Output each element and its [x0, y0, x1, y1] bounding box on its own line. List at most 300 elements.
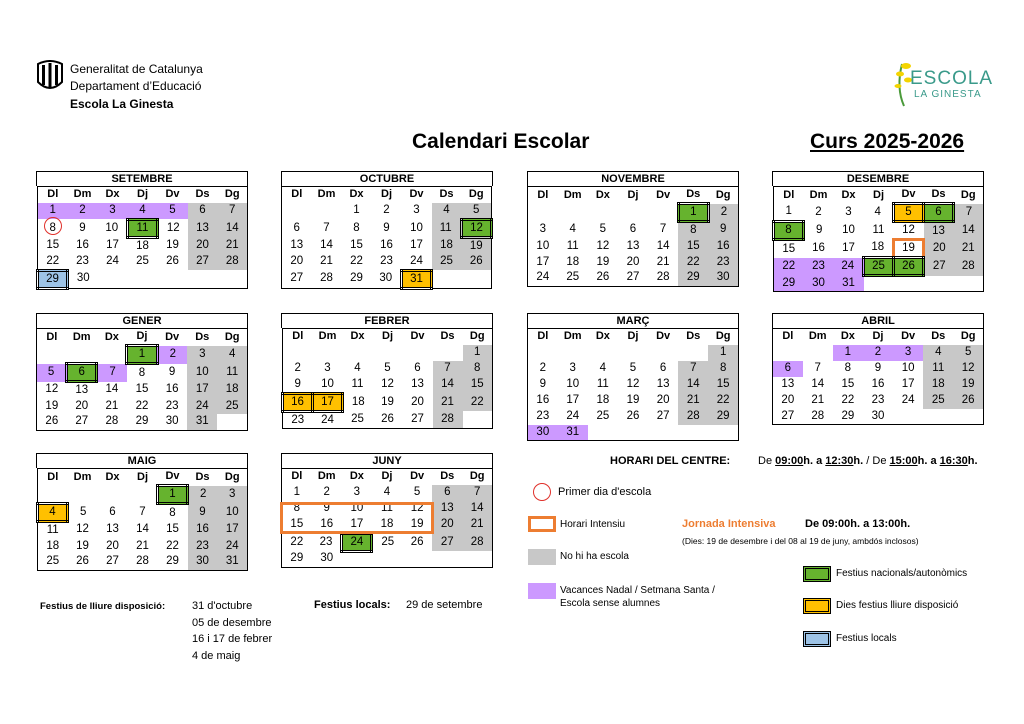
- no-school-day-cell: 17: [187, 382, 217, 399]
- intensive-title: Jornada Intensiva: [682, 518, 776, 530]
- empty-day-cell: [678, 345, 708, 361]
- weekday-header: Ds: [195, 188, 210, 201]
- school-day-cell: 24: [321, 413, 334, 426]
- school-day-cell: 7: [323, 221, 330, 234]
- school-day-cell: 20: [290, 255, 304, 268]
- legend-first-day: Primer dia d'escola: [558, 486, 652, 498]
- school-day-cell: 3: [413, 204, 420, 217]
- free-day-cell: 4: [38, 504, 68, 522]
- week-row: [38, 203, 248, 220]
- free-day-legend-swatch: [803, 598, 831, 614]
- school-day-cell: 21: [811, 394, 825, 406]
- school-day-cell: 16: [536, 394, 550, 406]
- empty-day-cell: [38, 486, 68, 504]
- legend-vacation-2: Escola sense alumnes: [560, 598, 661, 609]
- empty-day-cell: [618, 204, 648, 222]
- school-day-cell: 29: [350, 272, 363, 285]
- free-day-cell: 16: [283, 393, 313, 411]
- school-day-cell: 15: [782, 242, 796, 255]
- no-school-day-cell: 20: [188, 237, 218, 254]
- no-school-day-cell: 23: [188, 538, 218, 554]
- no-school-day-cell: 18: [923, 377, 953, 393]
- school-day-cell: 23: [76, 255, 89, 268]
- school-day-cell: 7: [814, 362, 821, 374]
- empty-day-cell: [648, 204, 678, 222]
- weekday-header: Dj: [137, 470, 148, 483]
- no-school-day-cell: 28: [433, 411, 463, 428]
- no-school-day-cell: 6: [432, 485, 462, 501]
- no-school-day-cell: 28: [678, 409, 708, 425]
- school-day-cell: 30: [320, 552, 334, 565]
- no-school-day-cell: 20: [432, 517, 462, 534]
- free-days-list: [192, 598, 272, 664]
- school-day-cell: 29: [841, 409, 855, 422]
- school-day-cell: 25: [566, 271, 580, 284]
- vacation-day-cell: 5: [158, 203, 188, 220]
- no-school-day-cell: 22: [463, 393, 493, 411]
- school-day-cell: 10: [105, 221, 119, 234]
- school-day-cell: 12: [596, 239, 610, 252]
- weekday-header: Dj: [627, 188, 639, 201]
- school-day-cell: 2: [539, 362, 547, 374]
- week-row: [282, 533, 493, 551]
- week-row: [528, 377, 739, 393]
- first-day-legend-icon: [533, 483, 551, 501]
- weekday-header: Dx: [841, 188, 856, 201]
- school-day-cell: 13: [781, 378, 795, 390]
- empty-day-cell: [373, 345, 403, 361]
- school-day-cell: 17: [410, 238, 423, 251]
- school-day-cell: 17: [106, 238, 119, 251]
- weekday-header: Dg: [960, 330, 976, 343]
- month-setembre: [36, 171, 248, 290]
- school-day-cell: 12: [381, 378, 394, 391]
- month-març: [527, 313, 739, 441]
- weekday-header: Dl: [47, 188, 59, 201]
- school-day-cell: 17: [901, 378, 915, 390]
- weekday-header: Ds: [440, 470, 455, 483]
- school-day-cell: 1: [785, 205, 792, 218]
- vacation-day-cell: 29: [774, 276, 804, 292]
- national-holiday-cell: 6: [924, 204, 954, 222]
- no-school-day-cell: 21: [218, 237, 248, 254]
- weekday-header: Dv: [901, 188, 916, 200]
- no-school-day-cell: 31: [218, 554, 248, 570]
- week-row: [773, 361, 984, 377]
- empty-day-cell: [402, 551, 432, 567]
- week-row: [774, 222, 984, 240]
- no-school-day-cell: 25: [432, 254, 462, 271]
- no-school-day-cell: 27: [924, 258, 954, 276]
- school-day-cell: 17: [842, 242, 855, 254]
- free-days-label: Festius de lliure disposició:: [40, 601, 166, 612]
- weekday-header: Ds: [931, 330, 946, 343]
- school-day-cell: 21: [105, 399, 119, 412]
- no-school-day-cell: 13: [924, 222, 954, 240]
- month-abril: [772, 313, 984, 425]
- school-day-cell: 23: [165, 399, 179, 412]
- school-day-cell: 23: [380, 255, 393, 268]
- no-school-day-cell: 11: [217, 364, 247, 382]
- school-day-cell: 19: [45, 399, 59, 412]
- school-day-cell: 10: [321, 377, 334, 390]
- school-day-cell: 19: [166, 238, 179, 251]
- local-days-label: Festius locals:: [314, 599, 391, 611]
- schedule-label: HORARI DEL CENTRE:: [610, 455, 731, 467]
- no-school-day-cell: 8: [463, 361, 493, 377]
- course-year: Curs 2025-2026: [810, 130, 965, 153]
- school-day-cell: 3: [539, 223, 547, 236]
- month-name: ABRIL: [772, 313, 984, 328]
- school-day-cell: 9: [294, 377, 301, 390]
- no-school-day-cell: 14: [218, 219, 248, 237]
- no-school-day-cell: 19: [462, 237, 492, 254]
- vacation-day-cell: 1: [38, 203, 68, 220]
- empty-day-cell: [893, 409, 923, 425]
- school-day-cell: 9: [79, 221, 86, 234]
- weekday-header: Ds: [195, 330, 210, 343]
- weekday-header: Dx: [349, 470, 364, 483]
- school-day-cell: 14: [811, 378, 825, 390]
- school-day-cell: 11: [566, 239, 579, 252]
- empty-day-cell: [343, 345, 373, 361]
- school-day-cell: 27: [411, 412, 424, 425]
- no-school-day-cell: 7: [462, 485, 492, 501]
- weekday-header: Dl: [782, 330, 794, 343]
- weekday-header: Dm: [73, 188, 92, 201]
- weekday-header: Dj: [872, 330, 884, 343]
- school-day-cell: 15: [350, 238, 363, 251]
- weekday-header: Dx: [595, 188, 610, 201]
- school-day-cell: 22: [46, 254, 60, 267]
- no-school-day-cell: 31: [187, 414, 217, 430]
- weekday-header: Dj: [136, 330, 148, 342]
- week-row: [528, 425, 739, 441]
- intensive-hours: De 09:00h. a 13:00h.: [805, 518, 911, 530]
- school-day-cell: 14: [136, 523, 149, 536]
- empty-day-cell: [282, 203, 312, 220]
- school-day-cell: 20: [106, 539, 119, 552]
- weekday-header: Dl: [47, 470, 59, 483]
- week-row: [38, 538, 248, 554]
- week-row: [773, 345, 984, 361]
- week-row: [38, 522, 248, 539]
- month-novembre: [527, 171, 739, 287]
- school-day-cell: 7: [659, 223, 667, 236]
- no-school-day-cell: 3: [187, 346, 217, 364]
- school-day-cell: 24: [536, 271, 550, 284]
- school-day-cell: 6: [293, 221, 300, 234]
- empty-day-cell: [924, 276, 954, 292]
- school-day-cell: 29: [290, 552, 304, 565]
- school-day-cell: 16: [871, 378, 885, 390]
- school-day-cell: 12: [166, 221, 180, 234]
- week-row: [38, 254, 248, 271]
- school-day-cell: 15: [46, 238, 60, 251]
- no-school-day-cell: 3: [218, 486, 248, 504]
- logo-text-ginesta: LA GINESTA: [914, 89, 982, 100]
- school-day-cell: 11: [872, 224, 885, 236]
- no-school-day-cell: 29: [678, 270, 708, 286]
- school-day-cell: 5: [629, 362, 637, 374]
- school-day-cell: 3: [324, 362, 331, 374]
- school-day-cell: 1: [353, 204, 360, 217]
- no-school-day-cell: 17: [218, 522, 248, 539]
- no-school-day-cell: 1: [463, 345, 493, 361]
- week-row: [774, 258, 984, 276]
- school-day-cell: 12: [410, 502, 424, 514]
- month-gener: [36, 313, 248, 431]
- vacation-day-cell: 2: [157, 346, 187, 364]
- vacation-day-cell: 23: [804, 258, 834, 276]
- free-day-cell: 5: [894, 204, 924, 222]
- school-day-cell: 20: [411, 395, 424, 408]
- week-row: [38, 237, 248, 254]
- weekday-header: Dx: [104, 330, 119, 343]
- empty-day-cell: [678, 425, 708, 441]
- school-day-cell: 8: [169, 506, 176, 519]
- school-day-cell: 13: [656, 378, 670, 390]
- weekday-header: Dl: [46, 330, 58, 343]
- weekday-header: Dl: [537, 330, 549, 343]
- school-day-cell: 29: [166, 555, 179, 568]
- week-row: [283, 345, 493, 361]
- empty-day-cell: [588, 345, 618, 361]
- weekday-header: Dv: [410, 470, 425, 483]
- vacation-day-cell: 30: [528, 425, 558, 441]
- school-day-cell: 27: [290, 272, 304, 285]
- weekday-header: Dm: [317, 188, 336, 201]
- legend-local: Festius locals: [836, 633, 897, 644]
- week-row: [282, 237, 492, 254]
- no-school-day-cell: 14: [678, 377, 708, 393]
- week-row: [283, 393, 493, 411]
- empty-day-cell: [528, 345, 558, 361]
- empty-day-cell: [588, 425, 618, 441]
- school-day-cell: 29: [135, 415, 149, 428]
- no-school-day-cell: 7: [678, 361, 708, 377]
- empty-day-cell: [217, 414, 247, 430]
- school-day-cell: 9: [874, 362, 882, 374]
- school-day-cell: 23: [871, 394, 885, 406]
- school-day-cell: 28: [656, 271, 670, 284]
- school-day-cell: 26: [596, 271, 610, 284]
- weekday-header: Dm: [317, 470, 336, 483]
- free-day-item: 31 d'octubre: [192, 600, 253, 612]
- week-row: [37, 382, 248, 399]
- no-school-day-cell: 11: [432, 219, 462, 237]
- no-school-day-cell: 16: [708, 238, 738, 254]
- week-row: [528, 238, 739, 254]
- month-febrer: [281, 313, 493, 429]
- national-holiday-cell: 26: [894, 258, 924, 276]
- week-row: [528, 270, 739, 286]
- week-row: [773, 377, 984, 393]
- weekday-header: Dv: [165, 188, 180, 201]
- no-school-day-cell: 21: [678, 393, 708, 409]
- school-day-cell: 19: [76, 539, 89, 552]
- empty-day-cell: [313, 345, 343, 361]
- week-row: [38, 554, 248, 570]
- weekday-header: Dj: [381, 470, 393, 483]
- national-holiday-cell: 1: [678, 204, 708, 222]
- no-school-day-cell: 21: [462, 517, 492, 534]
- empty-day-cell: [342, 551, 372, 567]
- weekday-header: Ds: [195, 470, 210, 483]
- first-day-circle-icon: [44, 217, 62, 235]
- school-day-cell: 24: [106, 255, 119, 268]
- empty-day-cell: [67, 346, 97, 364]
- school-day-cell: 18: [871, 241, 885, 254]
- school-day-cell: 2: [294, 362, 301, 374]
- school-day-cell: 20: [626, 255, 640, 268]
- school-day-cell: 25: [351, 412, 364, 425]
- empty-day-cell: [68, 486, 98, 504]
- weekday-header: Dg: [468, 188, 484, 201]
- school-day-cell: 30: [379, 272, 393, 285]
- empty-day-cell: [528, 204, 558, 222]
- empty-day-cell: [403, 345, 433, 361]
- weekday-header: Dg: [715, 188, 731, 201]
- free-day-cell: 31: [402, 270, 432, 288]
- school-day-cell: 21: [320, 255, 333, 268]
- empty-day-cell: [864, 276, 894, 292]
- no-school-day-cell: 5: [462, 203, 492, 220]
- weekday-header: Dv: [409, 188, 424, 201]
- intensive-day-cell: 19: [894, 240, 924, 258]
- weekday-header: Dj: [873, 188, 884, 201]
- month-octubre: [281, 171, 493, 290]
- no-school-day-cell: 7: [954, 204, 984, 222]
- empty-day-cell: [558, 345, 588, 361]
- vacation-day-cell: 31: [834, 276, 864, 292]
- school-day-cell: 8: [844, 362, 852, 374]
- week-row: [773, 409, 984, 425]
- week-row: [528, 361, 739, 377]
- school-day-cell: 27: [781, 409, 795, 422]
- no-school-day-cell: 28: [218, 254, 248, 271]
- week-row: [773, 393, 984, 409]
- no-school-day-cell: 6: [188, 203, 218, 220]
- empty-day-cell: [218, 270, 248, 288]
- weekday-header: Dm: [809, 188, 828, 201]
- school-day-cell: 26: [626, 410, 640, 422]
- empty-day-cell: [953, 409, 983, 425]
- school-day-cell: 5: [413, 486, 421, 498]
- school-day-cell: 28: [136, 555, 149, 568]
- week-row: [282, 485, 493, 501]
- school-day-cell: 14: [105, 383, 119, 396]
- school-day-cell: 8: [138, 366, 146, 379]
- empty-day-cell: [954, 276, 984, 292]
- empty-day-cell: [37, 346, 67, 364]
- week-row: [38, 270, 248, 288]
- weekday-header: Dv: [656, 188, 671, 201]
- free-day-cell: 17: [313, 393, 343, 411]
- no-school-day-cell: 25: [217, 398, 247, 414]
- legend-vacation-1: Vacances Nadal / Setmana Santa /: [560, 585, 715, 596]
- header-department: Departament d’Educació: [70, 79, 202, 93]
- weekday-header: Dx: [595, 330, 610, 343]
- school-day-cell: 18: [46, 539, 60, 552]
- weekday-header: Dj: [381, 188, 392, 201]
- school-day-cell: 19: [381, 395, 394, 408]
- month-name: NOVEMBRE: [527, 171, 739, 186]
- no-school-day-cell: 28: [462, 533, 492, 551]
- weekday-header: Dj: [627, 330, 639, 343]
- no-school-day-cell: 1: [708, 345, 738, 361]
- no-school-day-cell: 22: [678, 254, 708, 270]
- school-day-cell: 9: [168, 366, 176, 378]
- school-day-cell: 2: [383, 204, 390, 217]
- month-desembre: [772, 171, 984, 292]
- free-day-item: 4 de maig: [192, 649, 241, 662]
- empty-day-cell: [98, 486, 128, 504]
- school-day-cell: 27: [656, 410, 670, 422]
- school-day-cell: 10: [350, 502, 364, 514]
- no-school-day-cell: 21: [954, 240, 984, 258]
- weekday-header: Dm: [808, 330, 827, 343]
- week-row: [528, 254, 739, 270]
- weekday-header: Dv: [165, 470, 180, 482]
- no-school-day-cell: 18: [432, 237, 462, 254]
- weekday-header: Ds: [931, 188, 946, 200]
- school-day-cell: 13: [626, 239, 640, 252]
- school-day-cell: 1: [293, 486, 301, 498]
- school-day-cell: 16: [76, 238, 89, 251]
- vacation-day-cell: 3: [893, 345, 923, 361]
- week-row: [282, 517, 493, 534]
- empty-day-cell: [158, 270, 188, 288]
- weekday-header: Dv: [901, 330, 916, 343]
- empty-day-cell: [894, 276, 924, 292]
- school-day-cell: 5: [80, 506, 87, 518]
- first-school-day-cell: [38, 219, 68, 237]
- week-row: [528, 409, 739, 425]
- logo-text-escola: ESCOLA: [910, 68, 994, 89]
- school-day-cell: 20: [75, 399, 89, 412]
- no-school-day-cell: 24: [187, 398, 217, 414]
- week-row: [282, 219, 492, 237]
- school-day-cell: 12: [626, 378, 640, 390]
- empty-day-cell: [618, 425, 648, 441]
- school-day-cell: 24: [566, 410, 580, 422]
- month-name: FEBRER: [281, 313, 493, 328]
- month-name: GENER: [36, 313, 248, 328]
- school-day-cell: 21: [656, 255, 670, 268]
- week-row: [282, 270, 492, 288]
- school-day-cell: 23: [536, 410, 550, 422]
- empty-day-cell: [432, 551, 462, 567]
- school-day-cell: 14: [656, 239, 670, 252]
- national-holiday-cell: 6: [67, 364, 97, 382]
- weekday-header: Dg: [224, 330, 240, 343]
- month-name: JUNY: [281, 453, 493, 468]
- school-day-cell: 11: [351, 378, 364, 391]
- empty-day-cell: [923, 409, 953, 425]
- empty-day-cell: [283, 345, 313, 361]
- empty-day-cell: [188, 270, 218, 288]
- school-day-cell: 30: [165, 415, 179, 428]
- school-day-cell: 9: [383, 221, 390, 234]
- school-day-cell: 9: [539, 378, 547, 390]
- weekday-header: Dg: [960, 188, 976, 201]
- school-day-cell: 11: [596, 378, 609, 390]
- school-logo: [886, 58, 994, 112]
- school-day-cell: 22: [135, 399, 149, 412]
- week-row: [37, 414, 248, 430]
- school-day-cell: 3: [845, 206, 852, 218]
